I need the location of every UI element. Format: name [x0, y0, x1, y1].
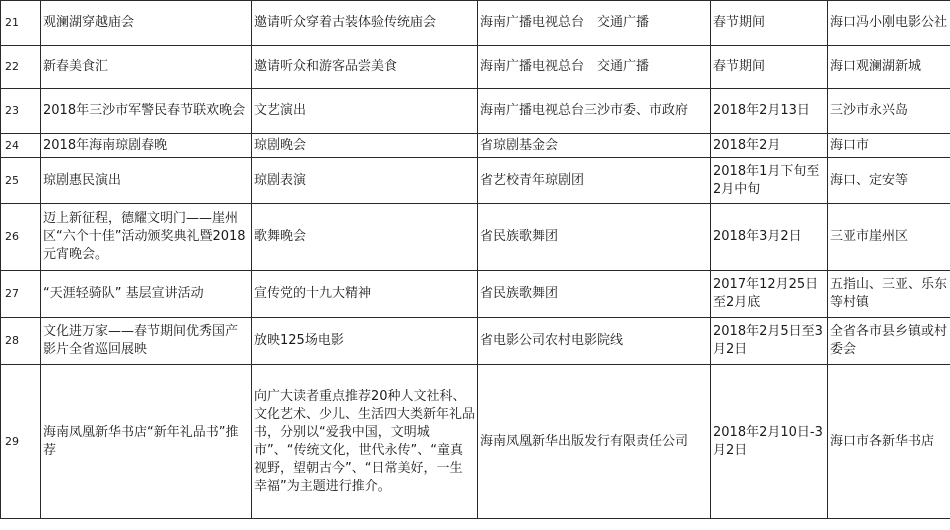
table-row — [1, 158, 950, 204]
event-time: 2018年2月5日至3月2日 — [711, 318, 828, 365]
event-place: 五指山、三亚、乐东等村镇 — [828, 271, 950, 318]
row-number: 23 — [1, 89, 41, 134]
row-number: 26 — [1, 204, 41, 271]
event-content: 宣传党的十九大精神 — [252, 271, 478, 318]
row-number: 29 — [1, 365, 41, 519]
event-content: 放映125场电影 — [252, 318, 478, 365]
event-place: 全省各市县乡镇或村委会 — [828, 318, 950, 365]
event-place: 三沙市永兴岛 — [828, 89, 950, 134]
event-content: 歌舞晚会 — [252, 204, 478, 271]
event-place: 海口冯小刚电影公社 — [828, 1, 950, 46]
event-name: 2018年三沙市军警民春节联欢晚会 — [41, 89, 252, 134]
table-row — [1, 204, 950, 271]
event-content: 琼剧晚会 — [252, 134, 478, 158]
table-row — [1, 1, 950, 46]
event-organizer: 省琼剧基金会 — [478, 134, 711, 158]
event-name: 迈上新征程，德耀文明门——崖州区“六个十佳”活动颁奖典礼暨2018元宵晚会。 — [41, 204, 252, 271]
event-organizer: 海南凤凰新华出版发行有限责任公司 — [478, 365, 711, 519]
table-row — [1, 46, 950, 89]
event-place: 海口、定安等 — [828, 158, 950, 204]
event-place: 海口市各新华书店 — [828, 365, 950, 519]
event-place: 海口市 — [828, 134, 950, 158]
event-time: 春节期间 — [711, 1, 828, 46]
table-row — [1, 271, 950, 318]
event-name: 观澜湖穿越庙会 — [41, 1, 252, 46]
event-organizer: 海南广播电视总台 交通广播 — [478, 46, 711, 89]
event-organizer: 海南广播电视总台三沙市委、市政府 — [478, 89, 711, 134]
table-row — [1, 318, 950, 365]
event-time: 2018年2月10日-3月2日 — [711, 365, 828, 519]
event-content: 向广大读者重点推荐20种人文社科、文化艺术、少儿、生活四大类新年礼品书，分别以“爱我中国，文明城市”、“传统文化，世代永传”、“童真视野，望朝古今”、“日常美好，一生幸福”为主题进行推介。 — [252, 365, 478, 519]
event-name: 2018年海南琼剧春晚 — [41, 134, 252, 158]
event-name: 新春美食汇 — [41, 46, 252, 89]
event-content: 文艺演出 — [252, 89, 478, 134]
event-time: 春节期间 — [711, 46, 828, 89]
event-time: 2018年2月 — [711, 134, 828, 158]
event-place: 海口观澜湖新城 — [828, 46, 950, 89]
event-content: 邀请听众穿着古装体验传统庙会 — [252, 1, 478, 46]
event-name: 海南凤凰新华书店“新年礼品书”推荐 — [41, 365, 252, 519]
event-organizer: 省民族歌舞团 — [478, 204, 711, 271]
event-organizer: 省电影公司农村电影院线 — [478, 318, 711, 365]
event-name: 文化进万家——春节期间优秀国产影片全省巡回展映 — [41, 318, 252, 365]
event-name: 琼剧惠民演出 — [41, 158, 252, 204]
row-number: 25 — [1, 158, 41, 204]
row-number: 24 — [1, 134, 41, 158]
table-row — [1, 134, 950, 158]
table-row — [1, 365, 950, 519]
event-organizer: 海南广播电视总台 交通广播 — [478, 1, 711, 46]
event-time: 2018年2月13日 — [711, 89, 828, 134]
row-number: 27 — [1, 271, 41, 318]
row-number: 28 — [1, 318, 41, 365]
table-row — [1, 89, 950, 134]
event-organizer: 省民族歌舞团 — [478, 271, 711, 318]
event-place: 三亚市崖州区 — [828, 204, 950, 271]
event-content: 琼剧表演 — [252, 158, 478, 204]
row-number: 21 — [1, 1, 41, 46]
event-time: 2018年1月下旬至2月中旬 — [711, 158, 828, 204]
event-organizer: 省艺校青年琼剧团 — [478, 158, 711, 204]
event-time: 2018年3月2日 — [711, 204, 828, 271]
event-name: “天涯轻骑队” 基层宣讲活动 — [41, 271, 252, 318]
event-content: 邀请听众和游客品尝美食 — [252, 46, 478, 89]
event-time: 2017年12月25日至2月底 — [711, 271, 828, 318]
row-number: 22 — [1, 46, 41, 89]
